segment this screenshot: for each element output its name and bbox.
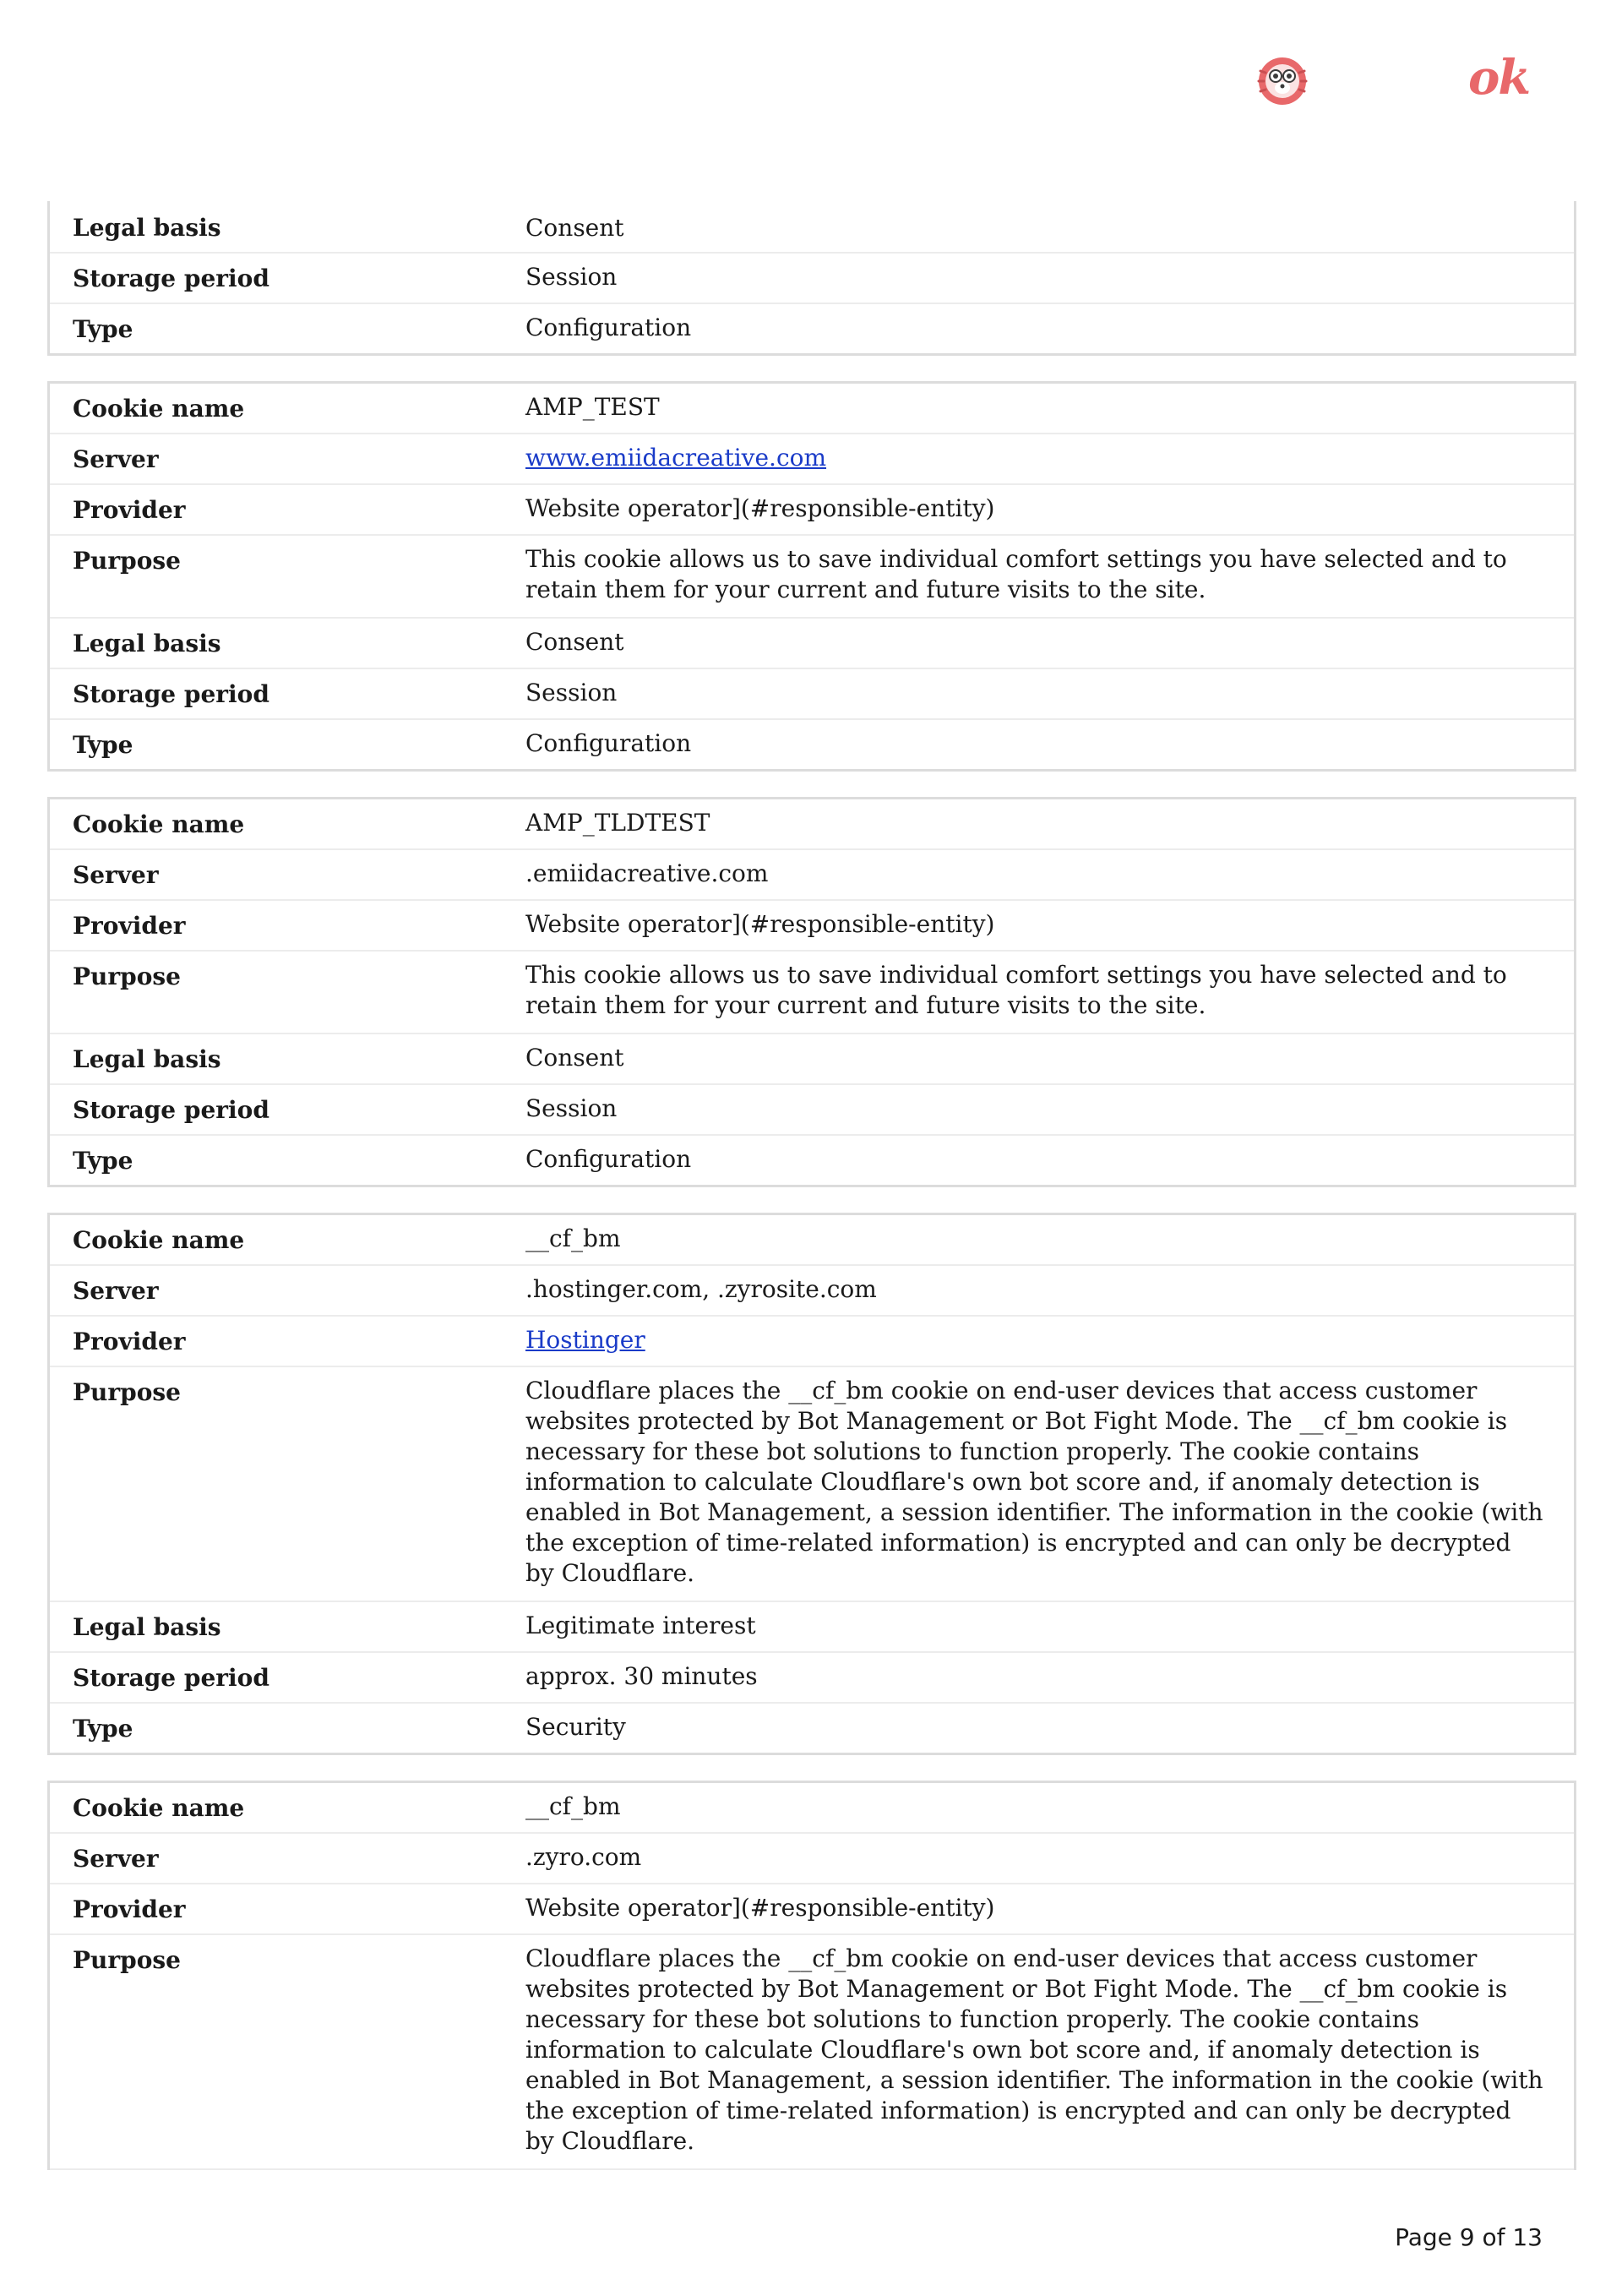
table-row [50,1704,1574,1753]
table-row [50,1215,1574,1266]
row-label: Legal basis [73,630,221,657]
row-value [525,434,1574,483]
table-continuation-edge [47,201,1576,218]
table-row [50,1653,1574,1704]
row-value: Consent [525,628,624,656]
row-label: Legal basis [73,1613,221,1641]
row-label: Provider [73,912,186,940]
table-row [50,1884,1574,1935]
row-value: .emiidacreative.com [525,859,769,887]
row-value: .zyro.com [525,1843,642,1871]
row-value: Cloudflare places the __cf_bm cookie on end-user devices that access customer websites protected by Bot Management or Bot Fight Mode. The __cf_bm cookie is necessary for these bot solutions to function properly. The cookie contains information to calculate Cloudflare's own bot score and, if anomaly detection is enabled in Bot Management, a session identifier. The information in the cookie (with the exception of time-related information) is encrypted and can only be decrypted by Cloudflare. [525,1944,1543,2155]
table-row [50,1085,1574,1136]
table-row [50,1602,1574,1653]
row-label: Server [73,445,159,473]
row-label: Server [73,1845,159,1873]
row-value [525,1317,1574,1366]
table-row [50,720,1574,769]
row-value: .hostinger.com, .zyrosite.com [525,1275,877,1303]
row-value: Cloudflare places the __cf_bm cookie on end-user devices that access customer websites protected by Bot Management or Bot Fight Mode. The __cf_bm cookie is necessary for these bot solutions to function properly. The cookie contains information to calculate Cloudflare's own bot score and, if anomaly detection is enabled in Bot Management, a session identifier. The information in the cookie (with the exception of time-related information) is encrypted and can only be decrypted by Cloudflare. [525,1377,1543,1587]
row-label: Cookie name [73,810,245,838]
row-label: Server [73,861,159,889]
row-value: Consent [525,1044,624,1072]
row-label: Cookie name [73,1794,245,1822]
row-label: Cookie name [73,1226,245,1254]
server-link[interactable]: www.emiidacreative.com [525,444,827,472]
table-row [50,1367,1574,1602]
row-label: Storage period [73,1096,269,1124]
row-label: Cookie name [73,395,245,423]
row-value: __cf_bm [525,1224,621,1252]
row-value: AMP_TEST [525,393,660,421]
row-label: Purpose [73,1946,181,1974]
table-row [50,669,1574,720]
row-value: Session [525,263,618,291]
row-label: Storage period [73,680,269,708]
table-row [50,850,1574,901]
row-label: Server [73,1277,159,1305]
row-label: Type [73,315,133,343]
page-number: Page 9 of 13 [1395,2223,1543,2251]
row-value: Security [525,1713,626,1741]
row-value: Configuration [525,1145,692,1173]
table-row [50,1834,1574,1884]
row-value: Website operator](#responsible-entity) [525,1894,995,1922]
row-label: Type [73,1715,133,1742]
row-label: Type [73,1147,133,1175]
table-row [50,434,1574,485]
brand-logo-text: ok [1468,50,1530,106]
table-row [50,254,1574,304]
table-row [50,384,1574,434]
row-label: Provider [73,1895,186,1923]
table-row [50,536,1574,619]
row-label: Storage period [73,1664,269,1692]
row-label: Type [73,731,133,759]
hedgehog-mascot-icon [1255,54,1309,108]
row-value: approx. 30 minutes [525,1662,758,1690]
cookie-table [47,797,1576,1187]
row-value: AMP_TLDTEST [525,809,710,837]
table-row [50,901,1574,952]
table-row [50,1034,1574,1085]
cookie-table [47,1781,1576,2170]
table-row [50,1935,1574,2170]
row-label: Legal basis [73,214,221,242]
row-value: Website operator](#responsible-entity) [525,910,995,938]
cookie-table [47,1213,1576,1755]
row-value: Configuration [525,314,692,341]
row-label: Legal basis [73,1045,221,1073]
row-label: Provider [73,496,186,524]
row-value: This cookie allows us to save individual comfort settings you have selected and to retain them for your current and future visits to the site. [525,961,1507,1019]
row-label: Storage period [73,265,269,292]
provider-link[interactable]: Hostinger [525,1326,645,1354]
table-row [50,485,1574,536]
table-row [50,1266,1574,1317]
row-value: __cf_bm [525,1792,621,1820]
row-label: Purpose [73,963,181,990]
cookie-list [47,201,1576,2206]
cookie-table [47,201,1576,356]
table-row [50,619,1574,669]
table-row [50,1317,1574,1367]
row-value: Website operator](#responsible-entity) [525,494,995,522]
row-value: Session [525,1094,618,1122]
table-row [50,1136,1574,1185]
table-row [50,1783,1574,1834]
row-label: Provider [73,1328,186,1355]
row-value: Session [525,679,618,706]
row-value: Consent [525,214,624,242]
page-header [0,0,1622,169]
table-row [50,952,1574,1034]
cookie-table [47,381,1576,772]
table-row [50,304,1574,353]
row-value: Legitimate interest [525,1612,756,1639]
row-value: Configuration [525,729,692,757]
row-value: This cookie allows us to save individual comfort settings you have selected and to retain them for your current and future visits to the site. [525,545,1507,603]
row-label: Purpose [73,547,181,575]
row-label: Purpose [73,1378,181,1406]
table-row [50,799,1574,850]
